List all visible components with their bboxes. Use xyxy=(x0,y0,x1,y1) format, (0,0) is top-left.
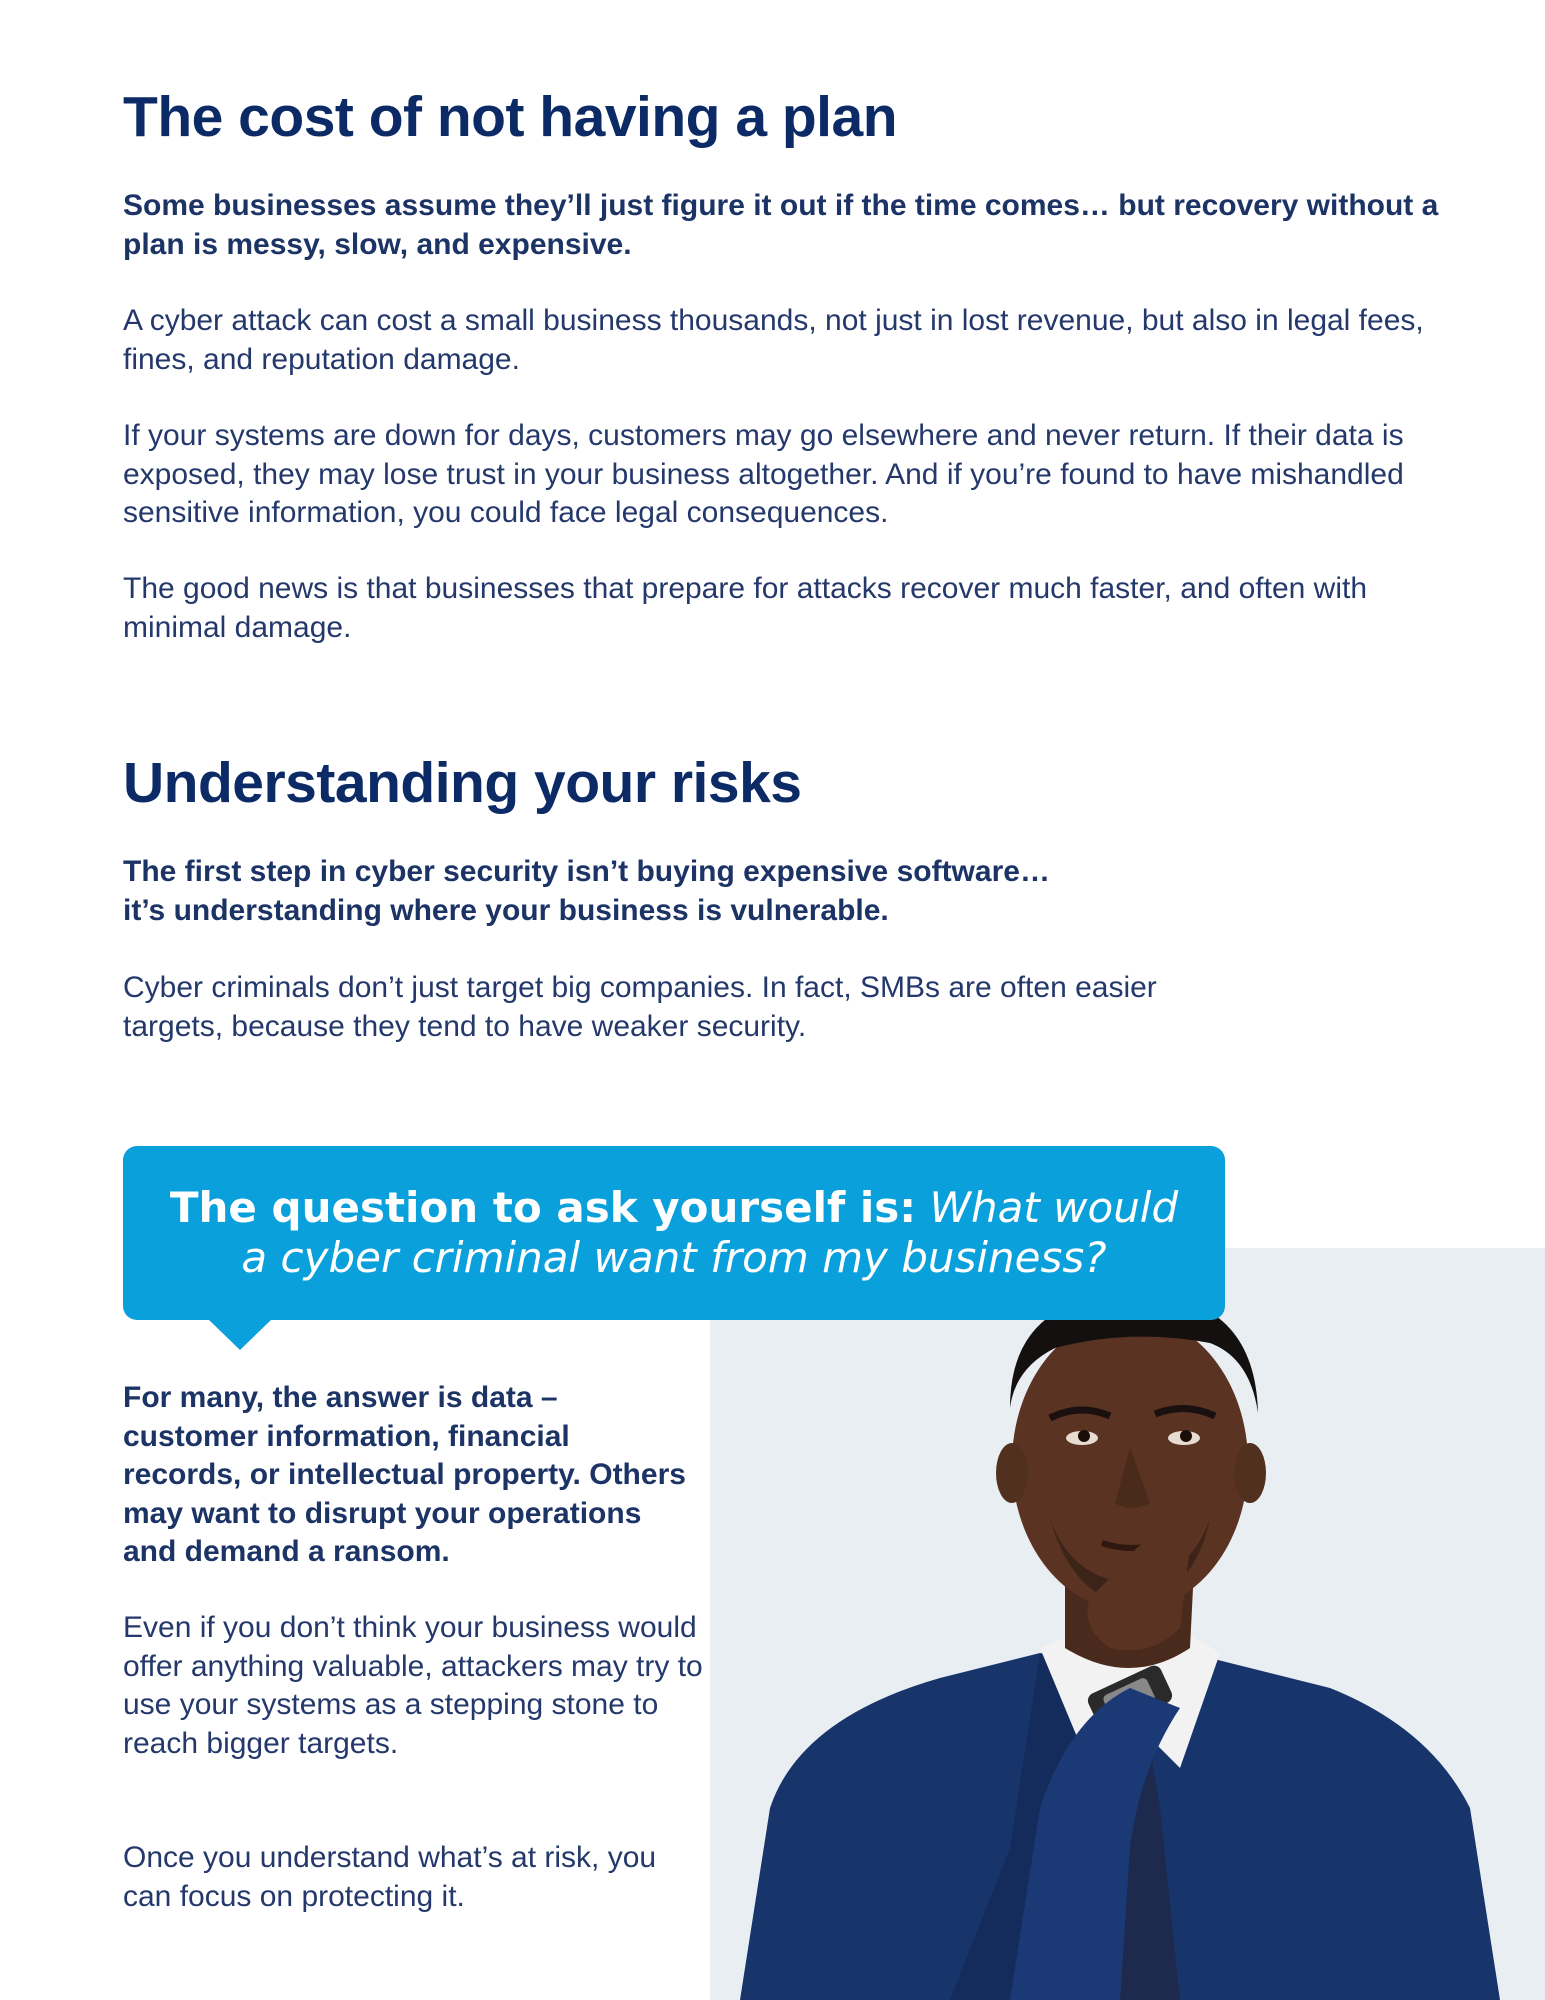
callout-strong: The question to ask yourself is: xyxy=(169,1183,917,1232)
heading-cost-of-no-plan: The cost of not having a plan xyxy=(123,85,898,149)
heading-understanding-risks: Understanding your risks xyxy=(123,751,802,815)
paragraph-good-news: The good news is that businesses that prepare for attacks recover much faster, and often with minimal damage. xyxy=(123,572,1368,644)
paragraph-protect-it: Once you understand what’s at risk, you can focus on protecting it. xyxy=(123,1841,657,1913)
lead-first-step-line2: it’s understanding where your business is vulnerable. xyxy=(123,893,889,927)
callout-tail xyxy=(207,1318,273,1350)
paragraph-stepping-stone: Even if you don’t think your business would offer anything valuable, attackers may try to use your systems as a stepping stone to reach bigger targets. xyxy=(123,1611,703,1760)
lead-cost-of-no-plan: Some businesses assume they’ll just figure it out if the time comes… but recovery without a plan is messy, slow, and expensive. xyxy=(123,189,1439,261)
thoughtful-businessman-photo xyxy=(710,1248,1545,2000)
paragraph-systems-down: If your systems are down for days, customers may go elsewhere and never return. If their data is exposed, they may lose trust in your business altogether. And if you’re found to have mishandled sensitive information, you could face legal consequences. xyxy=(123,419,1404,529)
paragraph-attack-cost: A cyber attack can cost a small business thousands, not just in lost revenue, but also in legal fees, fines, and reputation damage. xyxy=(123,304,1424,376)
callout-line1 xyxy=(170,1183,1178,1233)
photo-panel xyxy=(710,1248,1545,2000)
lead-first-step xyxy=(123,853,1223,930)
lead-answer-data: For many, the answer is data – customer information, financial records, or intellectual property. Others may want to disrupt your operations and demand a ransom. xyxy=(123,1381,686,1568)
callout-line2: a cyber criminal want from my business? xyxy=(241,1233,1107,1282)
callout-question xyxy=(123,1146,1225,1320)
callout-em-part1: What would xyxy=(929,1183,1179,1232)
lead-first-step-line1: The first step in cyber security isn’t buying expensive software… xyxy=(123,855,1050,888)
paragraph-smb-targets: Cyber criminals don’t just target big companies. In fact, SMBs are often easier targets, because they tend to have weaker security. xyxy=(123,971,1157,1043)
